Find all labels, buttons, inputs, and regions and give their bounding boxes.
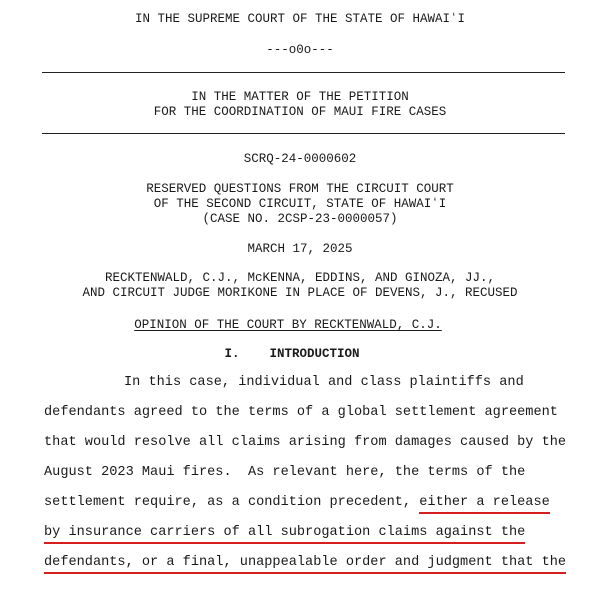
decision-date: MARCH 17, 2025: [247, 242, 353, 256]
title-separator: ---o0o---: [266, 43, 334, 57]
caption-line-1: IN THE MATTER OF THE PETITION: [191, 90, 409, 104]
top-divider: [42, 72, 565, 73]
paragraph-line-4: August 2023 Maui fires. As relevant here, the terms of the: [44, 465, 526, 480]
reserved-questions-line-3: (CASE NO. 2CSP-23-0000057): [202, 212, 398, 226]
highlighted-subrogation-text: by insurance carriers of all subrogation claims against the: [44, 525, 525, 544]
paragraph-line-3: that would resolve all claims arising from damages caused by the: [44, 435, 567, 450]
caption-line-2: FOR THE COORDINATION OF MAUI FIRE CASES: [153, 105, 447, 119]
section-heading: [0, 347, 592, 362]
highlighted-release-text: either a release: [419, 495, 550, 514]
judges-line-2: AND CIRCUIT JUDGE MORIKONE IN PLACE OF DEVENS, J., RECUSED: [82, 286, 518, 300]
judges-line-1: RECKTENWALD, C.J., McKENNA, EDDINS, AND GINOZA, JJ.,: [104, 271, 496, 285]
highlighted-judgment-text: defendants, or a final, unappealable order and judgment that the: [44, 555, 566, 574]
paragraph-line-5-text: settlement require, as a condition precedent,: [44, 495, 420, 510]
court-title: IN THE SUPREME COURT OF THE STATE OF HAWAIʻI: [134, 12, 466, 26]
section-numeral: I.: [224, 347, 240, 361]
paragraph-line-7: [44, 555, 566, 571]
paragraph-line-1: In this case, individual and class plaintiffs and: [124, 375, 524, 390]
opinion-author: [0, 318, 588, 333]
paragraph-line-6: [44, 525, 525, 541]
section-title: INTRODUCTION: [269, 347, 360, 361]
reserved-questions-line-2: OF THE SECOND CIRCUIT, STATE OF HAWAIʻI: [153, 197, 447, 211]
opinion-author-text: OPINION OF THE COURT BY RECKTENWALD, C.J.: [134, 318, 442, 332]
paragraph-line-2: defendants agreed to the terms of a global settlement agreement: [44, 405, 558, 420]
case-number: SCRQ-24-0000602: [243, 152, 357, 166]
reserved-questions-line-1: RESERVED QUESTIONS FROM THE CIRCUIT COURT: [146, 182, 454, 196]
bottom-divider: [42, 133, 565, 134]
paragraph-line-5: [44, 495, 550, 511]
